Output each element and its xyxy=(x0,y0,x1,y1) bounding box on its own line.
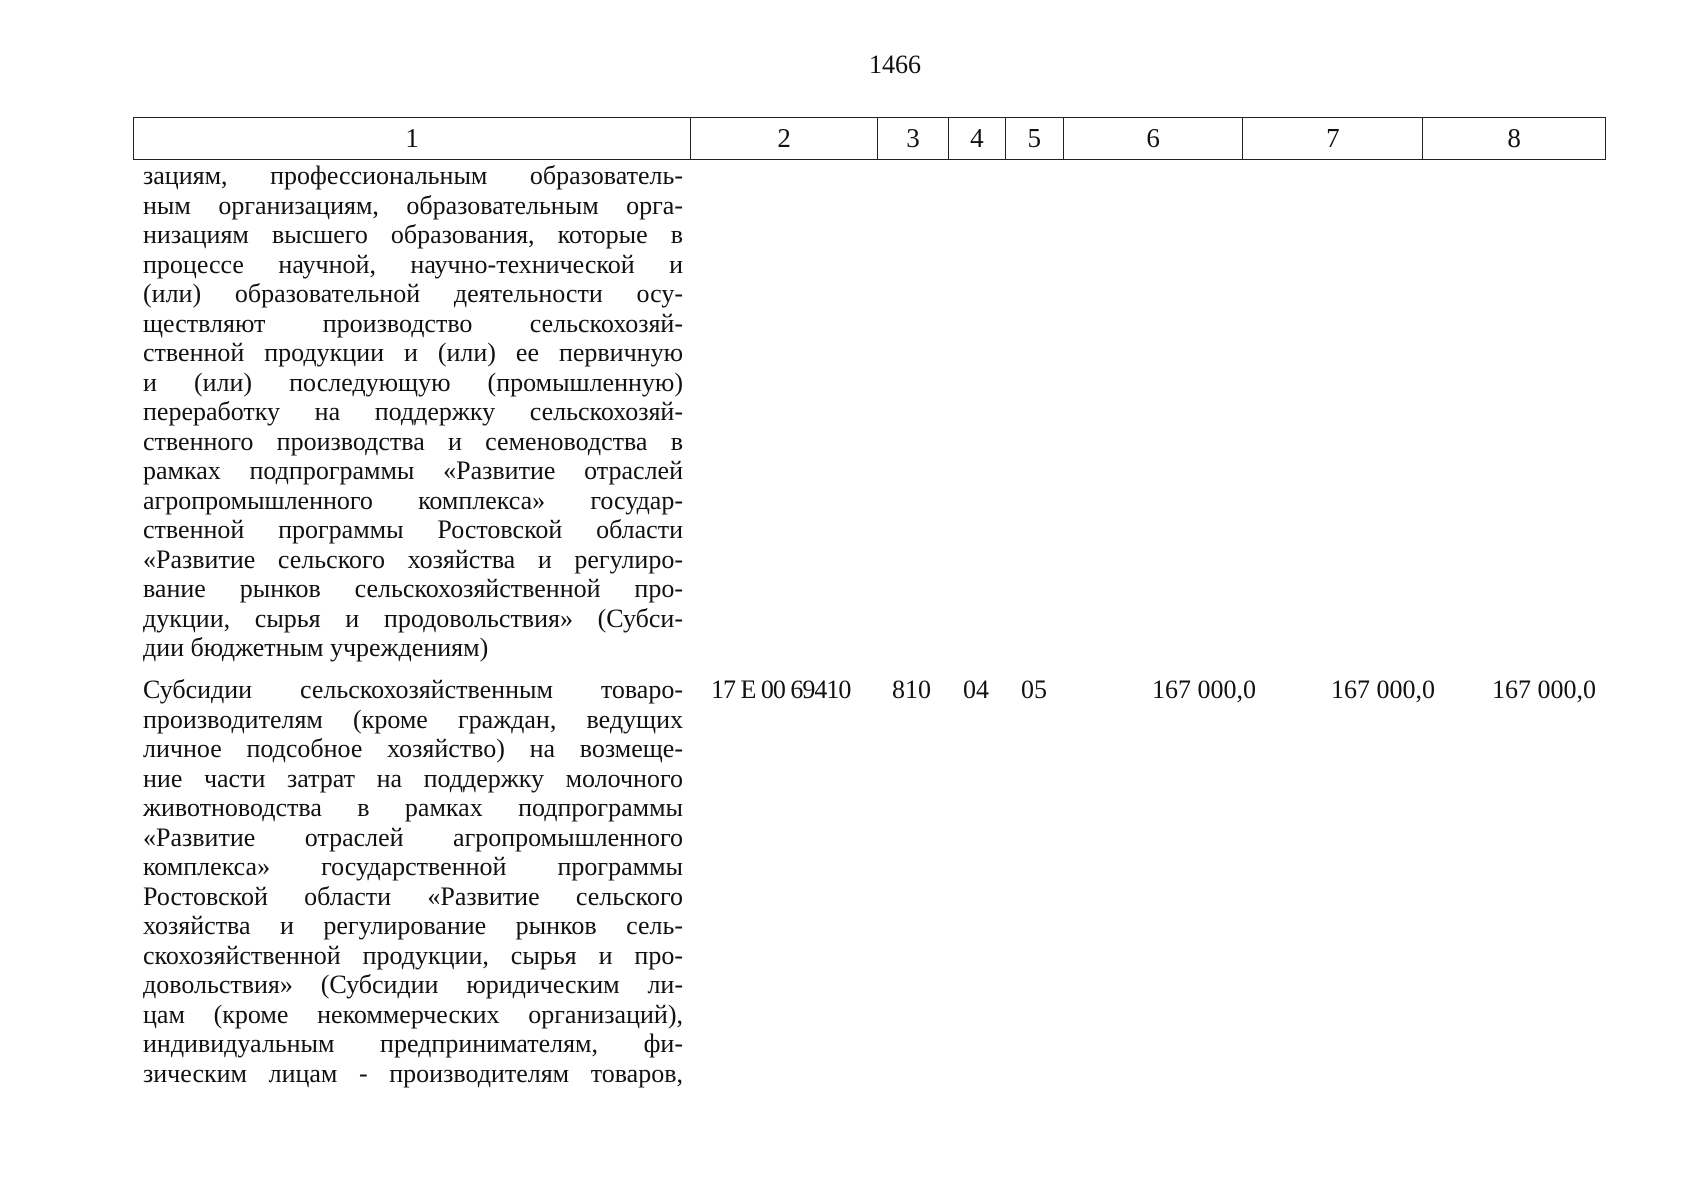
desc-line: низациям высшего образования, которые в xyxy=(143,220,683,249)
column-header-8: 8 xyxy=(1422,118,1605,159)
desc-line: цам (кроме некоммерческих организаций), xyxy=(143,999,683,1029)
desc-line: Ростовской области «Развитие сельского xyxy=(143,881,683,911)
desc-line: индивидуальным предпринимателям, фи- xyxy=(143,1029,683,1058)
desc-line: производителям (кроме граждан, ведущих xyxy=(143,704,683,734)
desc-line: скохозяйственной продукции, сырья и про- xyxy=(143,940,683,970)
desc-line: «Развитие сельского хозяйства и регулиро- xyxy=(143,544,683,574)
desc-line: довольствия» (Субсидии юридическим ли- xyxy=(143,970,683,999)
desc-line: ществляют производство сельскохозяй- xyxy=(143,308,683,338)
desc-line: (или) образовательной деятельности осу- xyxy=(143,279,683,308)
desc-line: дукции, сырья и продовольствия» (Субси- xyxy=(143,603,683,633)
page-number: 1466 xyxy=(869,50,921,79)
table-header xyxy=(133,117,1606,160)
column-header-4: 4 xyxy=(948,118,1005,159)
row-description xyxy=(143,675,683,1088)
desc-line: комплекса» государственной программы xyxy=(143,852,683,881)
column-header-1: 1 xyxy=(405,123,419,153)
desc-line: «Развитие отраслей агропромышленного xyxy=(143,822,683,852)
column-header-2: 2 xyxy=(690,118,877,159)
row-col6: 167 000,0 xyxy=(1152,675,1256,704)
desc-line: зациям, профессиональным образователь- xyxy=(143,161,683,190)
desc-line: личное подсобное хозяйство) на возмеще- xyxy=(143,734,683,763)
column-header-7: 7 xyxy=(1242,118,1422,159)
desc-line: ственной продукции и (или) ее первичную xyxy=(143,338,683,367)
row-col8: 167 000,0 xyxy=(1492,675,1596,704)
desc-line: ным организациям, образовательным орга- xyxy=(143,190,683,220)
column-header-5: 5 xyxy=(1005,118,1063,159)
row-col7: 167 000,0 xyxy=(1331,675,1435,704)
desc-line: агропромышленного комплекса» государ- xyxy=(143,485,683,515)
row-col4: 04 xyxy=(963,675,989,704)
row-description xyxy=(143,161,683,663)
row-code: 17 Е 00 69410 xyxy=(711,675,851,704)
desc-line: дии бюджетным учреждениям) xyxy=(143,633,489,662)
desc-line: ние части затрат на поддержку молочного xyxy=(143,763,683,793)
desc-line: ственной программы Ростовской области xyxy=(143,515,683,544)
desc-line: рамках подпрограммы «Развитие отраслей xyxy=(143,456,683,485)
desc-line: переработку на поддержку сельскохозяй- xyxy=(143,397,683,426)
row-col5: 05 xyxy=(1021,675,1047,704)
column-header-3: 3 xyxy=(877,118,948,159)
desc-line: зическим лицам - производителям товаров, xyxy=(143,1058,683,1088)
desc-line: и (или) последующую (промышленную) xyxy=(143,367,683,397)
desc-line: Субсидии сельскохозяйственным товаро- xyxy=(143,675,683,704)
desc-line: ственного производства и семеноводства в xyxy=(143,426,683,456)
desc-line: процессе научной, научно-технической и xyxy=(143,249,683,279)
desc-line: животноводства в рамках подпрограммы xyxy=(143,793,683,822)
column-header-6: 6 xyxy=(1063,118,1243,159)
desc-line: вание рынков сельскохозяйственной про- xyxy=(143,574,683,603)
desc-line: хозяйства и регулирование рынков сель- xyxy=(143,911,683,940)
row-col3: 810 xyxy=(892,675,931,704)
